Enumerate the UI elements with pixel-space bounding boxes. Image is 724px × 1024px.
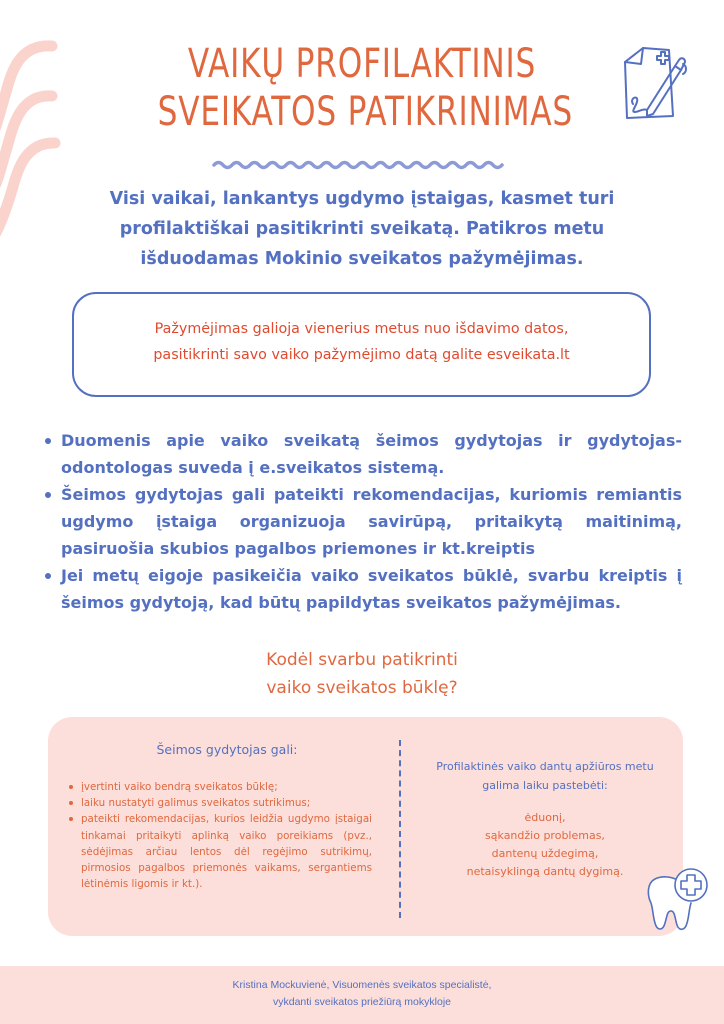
family-doctor-item [66, 795, 372, 811]
author-line: Kristina Mockuvienė, Visuomenės sveikatos specialistė, [232, 979, 492, 991]
dental-issue-item: dantenų uždegimą, [491, 847, 599, 860]
dental-heading-line: Profilaktinės vaiko dantų apžiūros metu [436, 760, 654, 773]
page-title [157, 40, 573, 136]
family-doctor-heading: Šeimos gydytojas gali: [156, 742, 298, 757]
squiggle-lines [0, 46, 55, 236]
bullet-dot-icon [45, 438, 51, 444]
dental-issue-item: sąkandžio problemas, [485, 829, 605, 842]
column-divider [399, 740, 401, 918]
bullet-text: Duomenis apie vaiko sveikatą šeimos gydytojas ir gydytojas-odontologas suveda į e.sveikatos sistemą. [61, 431, 682, 477]
wave-line [214, 163, 502, 168]
why-heading [180, 646, 544, 702]
validity-notice-text [72, 316, 651, 368]
bullet-item [42, 427, 682, 481]
item-text: įvertinti vaiko bendrą sveikatos būklę; [81, 781, 278, 793]
dental-check-heading [405, 757, 685, 795]
bullet-dot-icon [45, 492, 51, 498]
medical-document-pen-icon [617, 38, 693, 124]
intro-line: Visi vaikai, lankantys ugdymo įstaigas, kasmet turi [109, 189, 615, 209]
why-line-2: vaiko sveikatos būklę? [266, 678, 458, 698]
item-text: laiku nustatyti galimus sveikatos sutrikimus; [81, 797, 311, 810]
title-line-1: VAIKŲ PROFILAKTINIS [187, 41, 537, 87]
family-doctor-item [66, 811, 372, 892]
bullet-dot-icon [45, 573, 51, 579]
bullet-dot-icon [69, 785, 73, 789]
dental-issue-item: ėduonį, [524, 811, 566, 824]
bullet-dot-icon [69, 817, 73, 821]
dental-issue-item: netaisyklingą dantų dygimą. [466, 865, 624, 878]
wave-divider [212, 158, 504, 172]
author-line: vykdanti sveikatos priežiūrą mokykloje [273, 996, 451, 1008]
intro-paragraph [60, 184, 664, 274]
title-line-2: SVEIKATOS PATIKRINIMAS [157, 89, 573, 135]
family-doctor-list [66, 779, 372, 892]
intro-line: profilaktiškai pasitikrinti sveikatą. Patikros metu [119, 219, 605, 239]
author-credit [0, 977, 724, 1011]
dental-issues-list [405, 809, 685, 881]
bullet-item [42, 481, 682, 562]
intro-line: išduodamas Mokinio sveikatos pažymėjimas. [140, 249, 584, 269]
dental-heading-line: galima laiku pastebėti: [482, 779, 608, 792]
notice-line: pasitikrinti savo vaiko pažymėjimo datą galite esveikata.lt [153, 347, 570, 363]
bullet-item [42, 562, 682, 616]
notice-line: Pažymėjimas galioja vienerius metus nuo išdavimo datos, [154, 321, 569, 337]
bullet-text: Šeimos gydytojas gali pateikti rekomendacijas, kuriomis remiantis ugdymo įstaiga organizuoja savirūpą, pritaikytą maitinimą, pasiruošia skubios pagalbos priemones ir kt.kreiptis [61, 485, 682, 558]
bullet-dot-icon [69, 801, 73, 805]
bullet-text: Jei metų eigoje pasikeičia vaiko sveikatos būklė, svarbu kreiptis į šeimos gydytoją, kad būtų papildytas sveikatos pažymėjimas. [61, 566, 682, 612]
tooth-plus-icon [645, 865, 713, 935]
why-line-1: Kodėl svarbu patikrinti [266, 650, 458, 670]
family-doctor-item [66, 779, 372, 795]
info-bullet-list [42, 427, 682, 616]
item-text: pateikti rekomendacijas, kurios leidžia ugdymo įstaigai tinkamai pritaikyti aplinką vaiko poreikiams (pvz., sėdėjimas arčiau lentos dėl regėjimo sutrikimų, pirmosios pagalbos priemonės vaikams, sergantiems lėtinėmis ligomis ir kt.). [81, 813, 372, 891]
